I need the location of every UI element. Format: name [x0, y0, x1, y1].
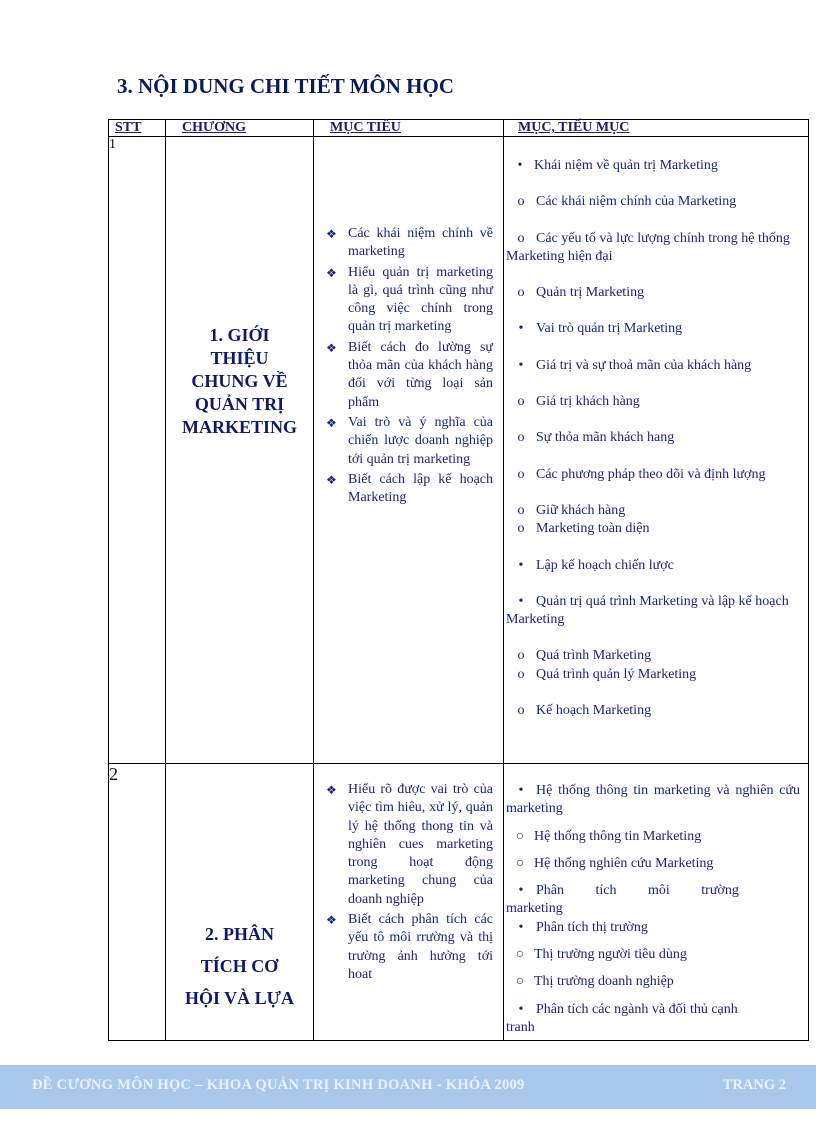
course-content-table [108, 119, 809, 1041]
header-goals: MỤC TIÊU [314, 120, 504, 137]
list-item: ❖ Các khái niệm chính về marketing [326, 226, 493, 260]
items-list [504, 764, 808, 1037]
list-item: ❖ Vai trò và ý nghĩa của chiến lược doanh nghiệp tới quản trị marketing [326, 414, 493, 467]
list-item: o Giá trị khách hàng [517, 394, 640, 410]
chapter-title: 1. GIỚI THIỆU CHUNG VỀ QUẢN TRỊ MARKETING [181, 325, 297, 437]
list-item: • Phân tích các ngành và đối thủ cạnh tranh [506, 1001, 738, 1035]
list-item: o Các phương pháp theo dõi và định lượng [517, 466, 766, 482]
list-item: ○ Hệ thống nghiên cứu Marketing [515, 855, 714, 871]
goals-cell [314, 764, 504, 1041]
list-item: ○ Thị trường người tiêu dùng [515, 947, 687, 963]
list-item: o Quá trình Marketing [517, 648, 652, 664]
page-footer [0, 1065, 816, 1109]
chapter-title: 2. PHÂN TÍCH CƠ HỘI VÀ LỰA [184, 924, 294, 1008]
list-item: o Quản trị Marketing [517, 285, 645, 301]
goals-cell [314, 137, 504, 764]
list-item: • Khái niệm về quản trị Marketing [517, 158, 718, 173]
diamond-bullet-icon: ❖ [326, 227, 337, 241]
list-item: ○ Hệ thống thông tin Marketing [515, 828, 702, 844]
items-cell [504, 137, 809, 764]
list-item: • Vai trò quản trị Marketing [518, 321, 683, 337]
list-item: o Kế hoạch Marketing [517, 703, 652, 719]
list-item: ❖ Biết cách phân tích các yếu tô môi rrường và thị trường ảnh hưởng tới hoat [326, 912, 493, 982]
list-item: o Giữ khách hàng [517, 502, 626, 518]
chapter-cell [166, 137, 314, 764]
diamond-bullet-icon: ❖ [326, 783, 337, 797]
list-item: ❖ Biết cách lập kế hoạch Marketing [326, 471, 493, 506]
list-item: • Giá trị và sự thoả mãn của khách hàng [518, 357, 752, 373]
list-item: ❖ Hiểu quản trị marketing là gì, quá trình cũng như công việc chính trong quản trị marketing [326, 264, 493, 335]
diamond-bullet-icon: ❖ [326, 913, 337, 928]
chapter-cell [166, 764, 314, 1041]
list-item: • Phân tích thị trường [518, 919, 648, 935]
page-number: TRANG 2 [722, 1077, 786, 1093]
diamond-bullet-icon: ❖ [326, 472, 337, 487]
row-number: 1 [109, 137, 166, 764]
list-item: ❖ Hiểu rõ được vai trò của việc tìm hiêu, xử lý, quản lý hệ thống thong tin và nghiên cues marketing trong hoạt động marketing chung của doanh nghiệp [326, 782, 493, 907]
header-items: MỤC, TIỂU MỤC [504, 120, 809, 137]
row-number: 2 [109, 764, 166, 1041]
goals-list [314, 781, 503, 984]
table-row [109, 137, 809, 764]
items-list [504, 157, 808, 720]
diamond-bullet-icon: ❖ [326, 265, 337, 280]
list-item: • Phân tích môi trường marketing [506, 883, 739, 917]
list-item: • Quản trị quá trình Marketing và lập kế hoạch Marketing [506, 593, 789, 628]
header-stt: STT [109, 120, 166, 137]
list-item: o Các yếu tố và lực lượng chính trong hệ thống Marketing hiện đại [506, 230, 790, 264]
section-heading: 3. NỘI DUNG CHI TIẾT MÔN HỌC [117, 74, 455, 98]
diamond-bullet-icon: ❖ [326, 340, 337, 355]
header-chapter: CHƯƠNG [166, 120, 314, 137]
list-item: ○ Thị trường doanh nghiệp [515, 974, 674, 990]
list-item: o Sự thỏa mãn khách hang [517, 430, 675, 446]
diamond-bullet-icon: ❖ [326, 415, 337, 430]
list-item: • Hệ thống thông tin marketing và nghiên cứu marketing [506, 783, 800, 817]
list-item: o Các khái niệm chính của Marketing [517, 194, 737, 210]
footer-text: ĐỀ CƯƠNG MÔN HỌC – KHOA QUẢN TRỊ KINH DOANH - KHÓA 2009 [32, 1077, 525, 1093]
list-item: ❖ Biết cách đo lường sự thỏa mãn của khách hàng đối với từng loại sản phẩm [326, 339, 493, 410]
list-item: o Quá trình quản lý Marketing [517, 666, 697, 682]
table-row [109, 764, 809, 1041]
list-item: o Marketing toàn diện [517, 521, 650, 537]
list-item: • Lập kế hoạch chiến lược [518, 557, 674, 573]
items-cell [504, 764, 809, 1041]
goals-list [314, 225, 503, 507]
table-header-row [109, 120, 809, 137]
